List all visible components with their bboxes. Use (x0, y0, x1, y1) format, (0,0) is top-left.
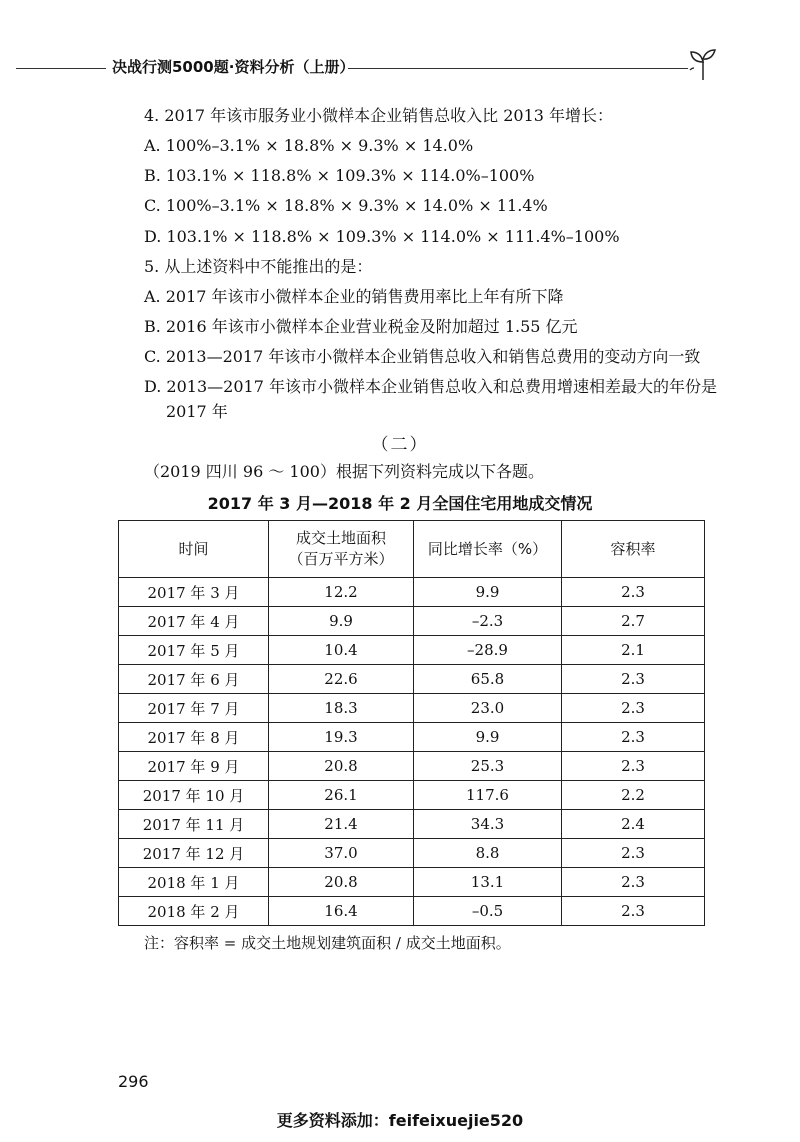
cell-growth: 34.3 (414, 810, 562, 839)
cell-growth: 13.1 (414, 868, 562, 897)
cell-plot-ratio: 2.3 (562, 839, 705, 868)
cell-growth: 25.3 (414, 752, 562, 781)
table-row (119, 636, 705, 665)
table-header-row (119, 521, 705, 578)
cell-time: 2017 年 5 月 (119, 636, 269, 665)
table-note: 注：容积率 = 成交土地规划建筑面积 / 成交土地面积。 (144, 934, 511, 952)
cell-plot-ratio: 2.3 (562, 868, 705, 897)
table-row (119, 839, 705, 868)
cell-plot-ratio: 2.3 (562, 578, 705, 607)
cell-area: 9.9 (269, 607, 414, 636)
cell-area: 10.4 (269, 636, 414, 665)
cell-plot-ratio: 2.4 (562, 810, 705, 839)
cell-growth: 23.0 (414, 694, 562, 723)
sprout-icon (686, 46, 720, 82)
question-5-stem: 5. 从上述资料中不能推出的是： (144, 257, 373, 276)
question-4-stem: 4. 2017 年该市服务业小微样本企业销售总收入比 2013 年增长： (144, 106, 614, 125)
table-row (119, 607, 705, 636)
header-area-line-2: （百万平方米） (288, 550, 394, 568)
cell-time: 2017 年 12 月 (119, 839, 269, 868)
header-growth: 同比增长率（%） (414, 521, 562, 578)
cell-growth: 9.9 (414, 723, 562, 752)
cell-time: 2017 年 3 月 (119, 578, 269, 607)
question-4-option-c: C. 100%–3.1% × 18.8% × 9.3% × 14.0% × 11.4% (144, 196, 548, 215)
cell-plot-ratio: 2.3 (562, 897, 705, 926)
cell-area: 37.0 (269, 839, 414, 868)
cell-area: 20.8 (269, 868, 414, 897)
cell-plot-ratio: 2.2 (562, 781, 705, 810)
cell-time: 2017 年 6 月 (119, 665, 269, 694)
section-intro: （2019 四川 96 ～ 100）根据下列资料完成以下各题。 (144, 462, 544, 481)
header-rule-right (348, 68, 688, 69)
land-transaction-table (118, 520, 705, 926)
table-row (119, 723, 705, 752)
header-plot-ratio: 容积率 (562, 521, 705, 578)
running-header (0, 46, 800, 78)
cell-time: 2017 年 7 月 (119, 694, 269, 723)
cell-time: 2017 年 4 月 (119, 607, 269, 636)
header-area (269, 521, 414, 578)
book-title: 决战行测5000题·资料分析（上册） (112, 58, 355, 76)
footer-contact-text: 更多资料添加：feifeixuejie520 (276, 1111, 524, 1130)
table-row (119, 781, 705, 810)
cell-time: 2017 年 11 月 (119, 810, 269, 839)
question-4-option-d: D. 103.1% × 118.8% × 109.3% × 114.0% × 111.4%–100% (144, 227, 620, 246)
cell-time: 2018 年 2 月 (119, 897, 269, 926)
cell-growth: 117.6 (414, 781, 562, 810)
question-5-option-a: A. 2017 年该市小微样本企业的销售费用率比上年有所下降 (144, 287, 564, 306)
cell-plot-ratio: 2.1 (562, 636, 705, 665)
question-4-option-b: B. 103.1% × 118.8% × 109.3% × 114.0%–100% (144, 166, 535, 185)
table-row (119, 810, 705, 839)
table-row (119, 578, 705, 607)
section-label: （二） (371, 435, 429, 455)
cell-plot-ratio: 2.3 (562, 694, 705, 723)
cell-plot-ratio: 2.3 (562, 723, 705, 752)
cell-growth: 65.8 (414, 665, 562, 694)
table-row (119, 868, 705, 897)
question-5-option-b: B. 2016 年该市小微样本企业营业税金及附加超过 1.55 亿元 (144, 317, 578, 336)
cell-area: 16.4 (269, 897, 414, 926)
page-number: 296 (118, 1072, 149, 1091)
table-title: 2017 年 3 月—2018 年 2 月全国住宅用地成交情况 (207, 494, 593, 513)
header-time: 时间 (119, 521, 269, 578)
question-4-option-a: A. 100%–3.1% × 18.8% × 9.3% × 14.0% (144, 136, 474, 155)
cell-plot-ratio: 2.3 (562, 752, 705, 781)
cell-growth: –2.3 (414, 607, 562, 636)
cell-area: 22.6 (269, 665, 414, 694)
cell-time: 2017 年 9 月 (119, 752, 269, 781)
header-rule-left (16, 68, 106, 69)
cell-area: 21.4 (269, 810, 414, 839)
cell-area: 12.2 (269, 578, 414, 607)
cell-growth: 8.8 (414, 839, 562, 868)
header-area-line-1: 成交土地面积 (295, 529, 386, 547)
cell-area: 26.1 (269, 781, 414, 810)
cell-plot-ratio: 2.7 (562, 607, 705, 636)
cell-growth: –28.9 (414, 636, 562, 665)
table-row (119, 752, 705, 781)
cell-time: 2018 年 1 月 (119, 868, 269, 897)
question-5-option-d: D. 2013—2017 年该市小微样本企业销售总收入和总费用增速相差最大的年份是 (144, 377, 717, 396)
question-5-option-d-continued: 2017 年 (166, 402, 228, 421)
question-5-option-c: C. 2013—2017 年该市小微样本企业销售总收入和销售总费用的变动方向一致 (144, 347, 701, 366)
cell-area: 18.3 (269, 694, 414, 723)
cell-time: 2017 年 8 月 (119, 723, 269, 752)
cell-area: 20.8 (269, 752, 414, 781)
cell-growth: –0.5 (414, 897, 562, 926)
table-row (119, 694, 705, 723)
cell-plot-ratio: 2.3 (562, 665, 705, 694)
table-row (119, 665, 705, 694)
table-row (119, 897, 705, 926)
cell-growth: 9.9 (414, 578, 562, 607)
cell-area: 19.3 (269, 723, 414, 752)
cell-time: 2017 年 10 月 (119, 781, 269, 810)
